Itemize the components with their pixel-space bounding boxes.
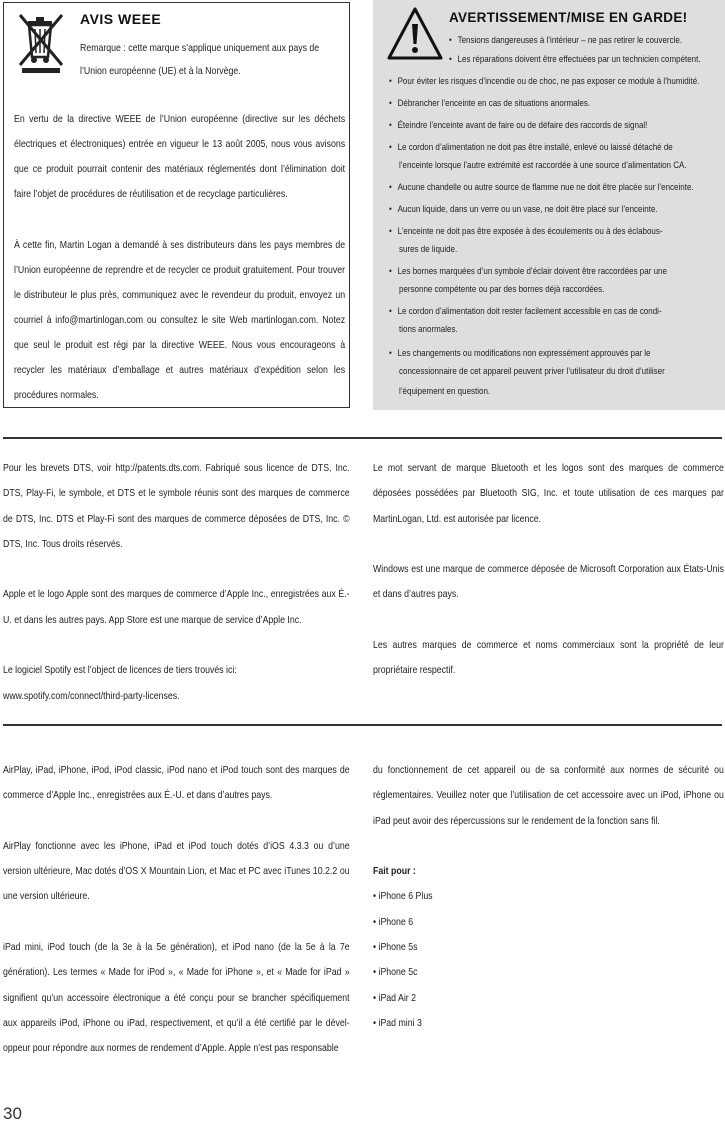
device-list-item: • iPhone 6 Plus — [373, 891, 433, 903]
legal-column-right — [373, 456, 724, 684]
warning-item: • Aucun liquide, dans un verre ou un vase, ne doit être placé sur l’enceinte. — [389, 204, 658, 214]
divider — [3, 724, 722, 726]
warning-item-continuation: l’enceinte lorsque l’autre extrémité est raccordée à une source d’alimentation CA. — [399, 160, 687, 170]
apple-notice: Apple et le logo Apple sont des marques de commerce d’Apple Inc., enregistrées aux É.-U. et dans les autres pays. App Store est une marque de service d’Apple Inc. — [3, 589, 350, 626]
device-list-item: • iPad Air 2 — [373, 992, 417, 1004]
bluetooth-notice: Le mot servant de marque Bluetooth et les logos sont des marques de commerce déposées possédées par Bluetooth SIG, Inc. et toute utilisation de ces marques par MartinLogan, Ltd. est autorisée par licence. — [373, 463, 724, 525]
device-list-item: • iPhone 5c — [373, 967, 418, 979]
warning-item: • Les changements ou modifications non expressément approuvés par le — [389, 348, 651, 358]
other-trademarks-notice: Les autres marques de commerce et noms commerciaux sont la propriété de leur propriétaire respectif. — [373, 640, 724, 677]
made-for-label: Fait pour : — [373, 866, 416, 878]
device-list-item: • iPhone 5s — [373, 942, 418, 954]
warning-item: • Les bornes marquées d’un symbole d’éclair doivent être raccordées par une — [389, 266, 667, 276]
warning-item: • L’enceinte ne doit pas être exposée à des écoulements ou à des éclabous- — [389, 226, 663, 236]
warning-item: • Aucune chandelle ou autre source de flamme nue ne doit être placée sur l’enceinte. — [389, 182, 694, 192]
windows-notice: Windows est une marque de commerce déposée de Microsoft Corporation aux États-Unis et dans d’autres pays. — [373, 564, 724, 601]
weee-paragraph-1: En vertu de la directive WEEE de l’Union européenne (directive sur les déchets électriques et électroniques) entrée en vigueur le 13 août 2005, nous vous avisons que ce produit pourrait contenir des matériaux réglementés dont l’élimination doit faire l’objet de procédures de réutilisation et de recyclage particulières. — [14, 114, 346, 200]
warning-item: • Les réparations doivent être effectuées par un technicien compétent. — [449, 54, 701, 64]
apple-disclaimer: du fonctionnement de cet appareil ou de sa conformité aux normes de sécurité ou réglementaires. Veuillez noter que l’utilisation de cet accessoire avec un iPod, iPhone ou iPad peut avoir des répercussions sur le rendement de la fonction sans fil. — [373, 765, 724, 827]
warning-item: • Pour éviter les risques d’incendie ou de choc, ne pas exposer ce module à l’humidité. — [389, 76, 700, 86]
weee-paragraph-2: À cette fin, Martin Logan a demandé à ses distributeurs dans les pays membres de l’Union européenne de reprendre et de recycler ce produit gratuitement. Pour trouver le distributeur le plus près, communiquez avec le revendeur du produit, envoyez un courriel à info@martinlogan.com ou consultez le site Web martinlogan.com. Notez que seul le produit est régi par la directive WEEE. Nous vous encourageons à recycler les matériaux d’emballage et autres matériaux d’expédition selon les procédures normales. — [14, 240, 346, 401]
device-list-item: • iPhone 6 — [373, 916, 414, 928]
made-for-notice: iPad mini, iPod touch (de la 3e à la 5e génération), et iPod nano (de la 5e à la 7e génération). Les termes « Made for iPod », « Made for iPhone », et « Made for iPad » signifient qu’un accessoire électronique a été conçu pour se brancher spécifiquement aux appareils iPod, iPhone ou iPad, respectivement, et qu’il a été certifié par le dével-oppeur pour répondre aux normes de rendement d’Apple. Apple n’est pas responsable — [3, 942, 350, 1055]
warning-item-continuation: personne compétente ou par des bornes déjà raccordées. — [399, 284, 605, 294]
warning-item-continuation: tions anormales. — [399, 324, 458, 334]
weee-notice-box — [3, 2, 350, 408]
divider — [3, 437, 722, 439]
warning-triangle-icon — [387, 6, 443, 62]
spotify-url: www.spotify.com/connect/third-party-licenses. — [3, 690, 180, 702]
warning-item: • Débrancher l’enceinte en cas de situations anormales. — [389, 98, 591, 108]
airplay-compat-notice: AirPlay fonctionne avec les iPhone, iPad et iPod touch dotés d’iOS 4.3.3 ou d’une version ultérieure, Mac dotés d’OS X Mountain Lion, et Mac et PC avec iTunes 10.2.2 ou une version ultérieure. — [3, 840, 350, 903]
legal-column-left — [3, 456, 350, 709]
page-number: 30 — [3, 1104, 22, 1123]
warning-item: • Le cordon d’alimentation doit rester facilement accessible en cas de condi- — [389, 306, 662, 316]
warning-item-continuation: sures de liquide. — [399, 244, 458, 254]
warning-item: • Éteindre l’enceinte avant de faire ou de défaire des raccords de signal! — [389, 120, 648, 130]
device-list-item: • iPad mini 3 — [373, 1017, 422, 1029]
apple-column-right — [373, 758, 724, 1036]
weee-title: AVIS WEEE — [80, 11, 162, 27]
spotify-notice: Le logiciel Spotify est l’object de licences de tiers trouvés ici: — [3, 665, 237, 677]
warning-item-continuation: concessionnaire de cet appareil peuvent priver l’utilisateur du droit d’utiliser — [399, 366, 665, 376]
weee-intro: Remarque : cette marque s’applique uniquement aux pays de l’Union européenne (UE) et à la Norvège. — [80, 43, 320, 77]
crossed-bin-icon — [14, 13, 70, 75]
dts-notice: Pour les brevets DTS, voir http://patents.dts.com. Fabriqué sous licence de DTS, Inc. DTS, Play-Fi, le symbole, et DTS et le symbole réunis sont des marques de commerce de DTS, Inc. DTS et Play-Fi sont des marques de commerce déposées de DTS, Inc. © DTS, Inc. Tous droits réservés. — [3, 463, 350, 550]
apple-column-left — [3, 758, 350, 1062]
warning-item: • Tensions dangereuses à l’intérieur – ne pas retirer le couvercle. — [449, 35, 683, 45]
warning-item: • Le cordon d’alimentation ne doit pas être installé, enlevé ou laissé détaché de — [389, 142, 673, 152]
warning-item-continuation: l’équipement en question. — [399, 386, 491, 396]
airplay-trademark-notice: AirPlay, iPad, iPhone, iPod, iPod classic, iPod nano et iPod touch sont des marques de commerce d’Apple Inc., enregistrées aux É.-U. et dans d’autres pays. — [3, 765, 350, 802]
warning-box — [373, 0, 725, 410]
warning-title: AVERTISSEMENT/MISE EN GARDE! — [449, 10, 688, 25]
